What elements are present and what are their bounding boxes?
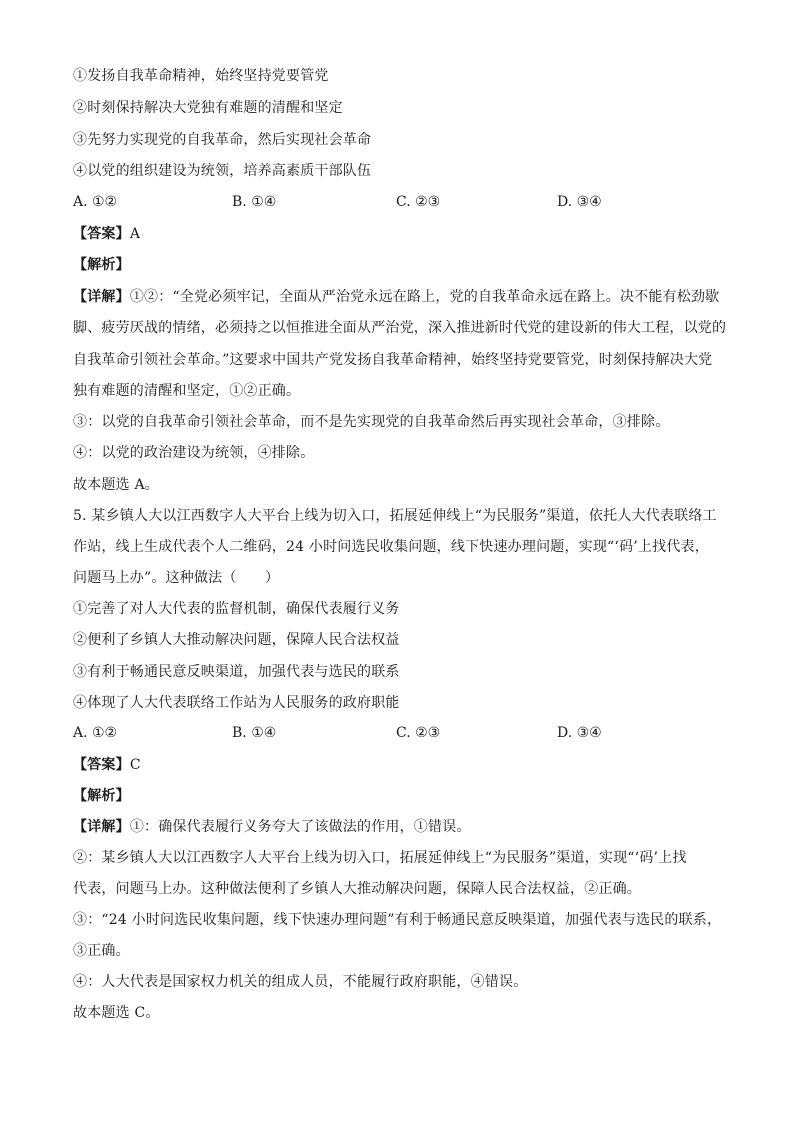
q5-analysis-tag: 【解析】 — [73, 788, 130, 804]
q5-detail-line-1 — [73, 817, 733, 837]
q5-answer-tag: 【答案】 — [73, 757, 130, 773]
q4-detail-line-5: ③：以党的自我革命引领社会革命，而不是先实现党的自我革命然后再实现社会革命，③排除。 — [73, 414, 670, 430]
q4-detail-line-3: 自我革命引领社会革命。”这要求中国共产党发扬自我革命精神，始终坚持党要管党，时刻保持解决大党 — [73, 352, 713, 368]
q4-detail-tag: 【详解】 — [73, 289, 130, 305]
q4-analysis-tag: 【解析】 — [73, 257, 130, 273]
q4-detail-line-4: 独有难题的清醒和坚定，①②正确。 — [73, 383, 301, 399]
q5-option-b: B. ①④ — [232, 725, 277, 741]
q5-detail-line-4: ③：“24 小时问选民收集问题，线下快速办理问题”有利于畅通民意反映渠道，加强代表与选民的联系， — [73, 912, 722, 928]
q5-option-c: C. ②③ — [396, 725, 441, 741]
q5-option-d: D. ③④ — [557, 725, 602, 741]
q4-item-1: ①发扬自我革命精神，始终坚持党要管党 — [73, 68, 329, 84]
q4-item-3: ③先努力实现党的自我革命，然后实现社会革命 — [73, 132, 372, 148]
q4-detail-line-6: ④：以党的政治建设为统领，④排除。 — [73, 445, 315, 461]
q5-item-2: ②便利了乡镇人大推动解决问题，保障人民合法权益 — [73, 632, 400, 648]
q5-detail-line-6: ④：人大代表是国家权力机关的组成人员，不能履行政府职能，④错误。 — [73, 974, 528, 990]
q5-stem-line-2: 作站，线上生成代表个人二维码，24 小时问选民收集问题，线下快速办理问题，实现“‘码’上找代表， — [73, 539, 709, 555]
q5-detail-line-5: ③正确。 — [73, 943, 130, 959]
q4-option-b: B. ①④ — [232, 194, 277, 210]
q4-detail-text-1: ①②：“全党必须牢记，全面从严治党永远在路上，党的自我革命永远在路上。决不能有松劲歇 — [129, 289, 720, 305]
q5-detail-tag: 【详解】 — [73, 819, 130, 835]
q4-option-c: C. ②③ — [396, 194, 441, 210]
q5-stem-line-3: 问题马上办”。这种做法（ ） — [73, 570, 280, 586]
q5-stem-line-1: 5. 某乡镇人大以江西数字人大平台上线为切入口，拓展延伸线上“为民服务”渠道，依托人大代表联络工 — [73, 508, 717, 524]
q4-detail-line-2: 脚、疲劳厌战的情绪，必须持之以恒推进全面从严治党，深入推进新时代党的建设新的伟大工程，以党的 — [73, 320, 727, 336]
q5-item-3: ③有利于畅通民意反映渠道，加强代表与选民的联系 — [73, 664, 400, 680]
q5-item-4: ④体现了人大代表联络工作站为人民服务的政府职能 — [73, 695, 400, 711]
q4-answer-tag: 【答案】 — [73, 226, 130, 242]
q4-detail-line-1 — [73, 287, 733, 307]
q5-item-1: ①完善了对人大代表的监督机制，确保代表履行义务 — [73, 601, 400, 617]
q5-detail-line-2: ②：某乡镇人大以江西数字人大平台上线为切入口，拓展延伸线上“为民服务”渠道，实现“‘码’上找 — [73, 850, 687, 866]
q5-answer-value: C — [129, 757, 141, 773]
q5-detail-text-1: ①：确保代表履行义务夸大了该做法的作用，①错误。 — [129, 819, 471, 835]
q4-answer — [73, 224, 733, 244]
q4-answer-value: A — [129, 226, 141, 242]
q4-option-a: A. ①② — [73, 194, 118, 210]
q4-item-4: ④以党的组织建设为统领，培养高素质干部队伍 — [73, 163, 372, 179]
q4-detail-line-7: 故本题选 A。 — [73, 477, 159, 493]
q5-answer — [73, 755, 733, 775]
q5-option-a: A. ①② — [73, 725, 118, 741]
q5-detail-line-3: 代表，问题马上办。这种做法便利了乡镇人大推动解决问题，保障人民合法权益，②正确。 — [73, 881, 641, 897]
q5-detail-line-7: 故本题选 C。 — [73, 1005, 160, 1021]
q4-option-d: D. ③④ — [557, 194, 602, 210]
q4-item-2: ②时刻保持解决大党独有难题的清醒和坚定 — [73, 100, 343, 116]
